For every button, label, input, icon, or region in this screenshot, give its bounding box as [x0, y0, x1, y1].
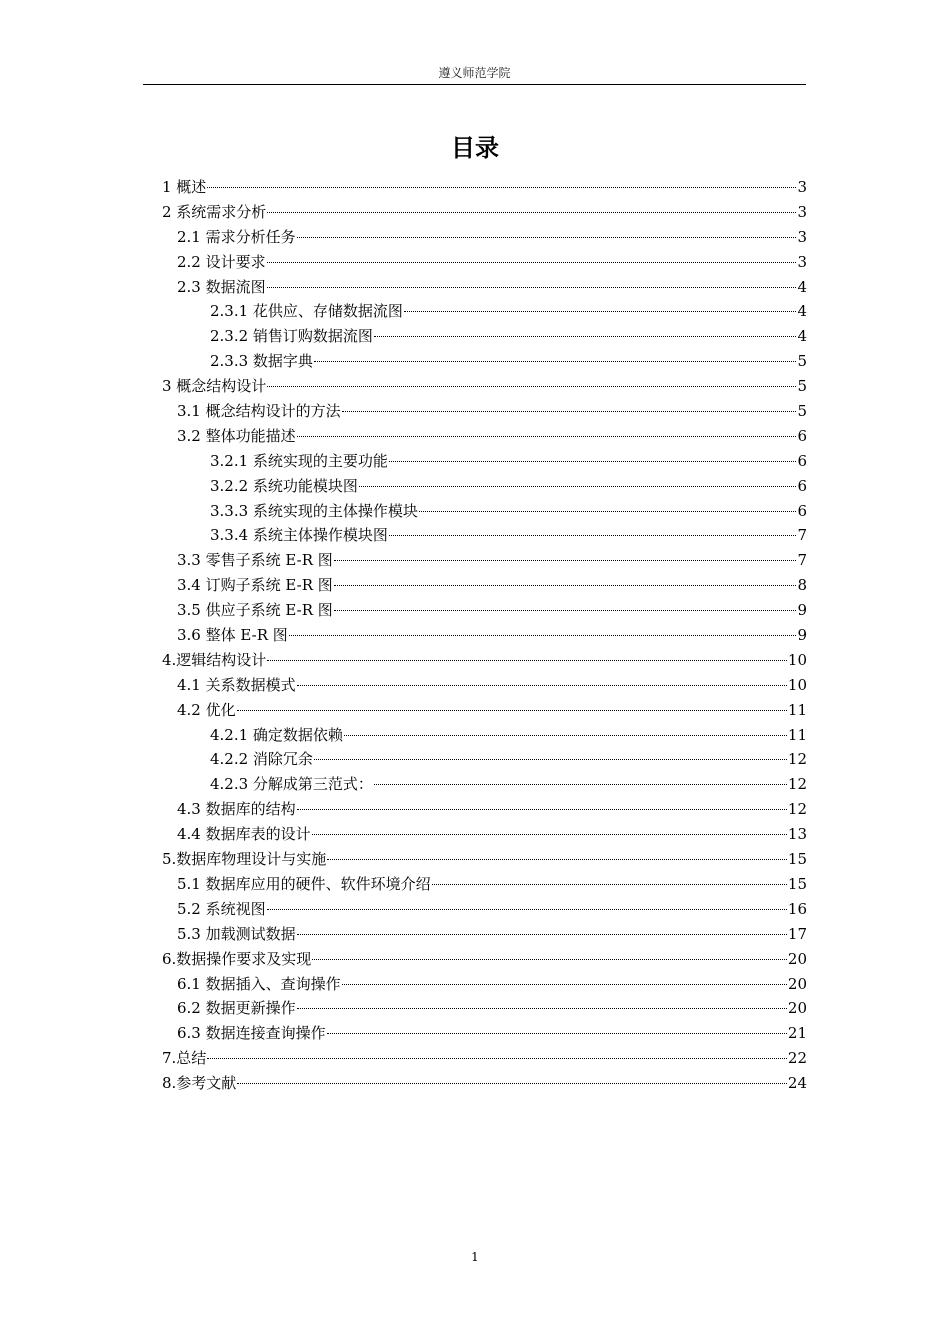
toc-entry[interactable] [162, 1046, 807, 1071]
toc-dot-leader [297, 934, 787, 935]
toc-entry-label: 5.1 数据库应用的硬件、软件环境介绍 [177, 874, 431, 893]
toc-entry-label: 3.3.4 系统主体操作模块图 [210, 526, 388, 545]
toc-entry[interactable] [162, 972, 807, 997]
toc-entry-page: 20 [787, 974, 807, 993]
toc-dot-leader [289, 635, 797, 636]
toc-entry[interactable] [162, 225, 807, 250]
toc-entry-page: 20 [787, 949, 807, 968]
toc-entry-page: 5 [797, 377, 807, 396]
toc-entry[interactable] [162, 374, 807, 399]
toc-entry-label: 4.4 数据库表的设计 [177, 825, 311, 844]
toc-entry-label: 3.3 零售子系统 E-R 图 [177, 551, 333, 570]
toc-entry-label: 1 概述 [162, 178, 207, 196]
toc-entry-page: 12 [787, 800, 807, 819]
toc-entry-label: 2.3 数据流图 [177, 277, 266, 296]
toc-dot-leader [334, 585, 797, 586]
toc-entry-label: 4.3 数据库的结构 [177, 800, 296, 819]
toc-entry-page: 17 [787, 924, 807, 943]
toc-entry-label: 4.2 优化 [177, 700, 236, 719]
toc-entry[interactable] [162, 474, 807, 499]
toc-entry-page: 4 [797, 302, 807, 321]
toc-dot-leader [334, 560, 797, 561]
toc-entry-page: 10 [787, 675, 807, 694]
toc-dot-leader [267, 262, 797, 263]
toc-entry-label: 3.1 概念结构设计的方法 [177, 402, 341, 421]
toc-dot-leader [267, 212, 796, 213]
toc-entry-page: 4 [797, 327, 807, 346]
toc-entry-label: 5.2 系统视图 [177, 899, 266, 918]
toc-entry-page: 15 [787, 850, 807, 869]
toc-entry[interactable] [162, 598, 807, 623]
toc-entry-page: 6 [797, 451, 807, 470]
toc-entry[interactable] [162, 623, 807, 648]
toc-entry-label: 5.3 加载测试数据 [177, 924, 296, 943]
toc-entry-label: 6.2 数据更新操作 [177, 999, 296, 1018]
toc-entry-label: 3.6 整体 E-R 图 [177, 626, 288, 645]
toc-entry-label: 2.1 需求分析任务 [177, 227, 296, 246]
toc-dot-leader [374, 336, 797, 337]
toc-entry[interactable] [162, 449, 807, 474]
toc-entry-page: 3 [797, 178, 807, 196]
toc-entry[interactable] [162, 200, 807, 225]
toc-entry-label: 2.3.3 数据字典 [210, 352, 313, 371]
toc-entry-page: 5 [797, 402, 807, 421]
toc-entry-label: 6.3 数据连接查询操作 [177, 1024, 326, 1043]
toc-entry-page: 9 [797, 626, 807, 645]
toc-entry-page: 12 [787, 775, 807, 794]
toc-entry[interactable] [162, 299, 807, 324]
toc-entry-page: 3 [797, 202, 807, 221]
toc-entry-page: 6 [797, 426, 807, 445]
toc-dot-leader [327, 1033, 787, 1034]
toc-entry-page: 6 [797, 501, 807, 520]
toc-entry[interactable] [162, 250, 807, 275]
toc-entry[interactable] [162, 947, 807, 972]
toc-entry[interactable] [162, 573, 807, 598]
table-of-contents [162, 175, 807, 1096]
toc-dot-leader [297, 436, 797, 437]
toc-entry[interactable] [162, 996, 807, 1021]
toc-entry[interactable] [162, 1071, 807, 1096]
toc-entry[interactable] [162, 324, 807, 349]
toc-entry-page: 8 [797, 576, 807, 595]
toc-entry-page: 24 [787, 1074, 807, 1093]
toc-entry-label: 6.1 数据插入、查询操作 [177, 974, 341, 993]
toc-entry-label: 4.2.3 分解成第三范式： [210, 775, 373, 794]
toc-entry-label: 6.数据操作要求及实现 [162, 949, 312, 968]
toc-dot-leader [342, 984, 787, 985]
toc-dot-leader [207, 1058, 787, 1059]
toc-entry-page: 21 [787, 1024, 807, 1043]
toc-dot-leader [404, 311, 797, 312]
toc-entry[interactable] [162, 424, 807, 449]
toc-entry-label: 7.总结 [162, 1049, 207, 1068]
toc-entry-page: 6 [797, 476, 807, 495]
toc-entry-label: 4.2.1 确定数据依赖 [210, 725, 343, 744]
toc-dot-leader [389, 535, 797, 536]
toc-entry-page: 9 [797, 601, 807, 620]
toc-entry[interactable] [162, 548, 807, 573]
toc-entry-label: 3.2.2 系统功能模块图 [210, 476, 358, 495]
toc-entry-label: 2.2 设计要求 [177, 252, 266, 271]
toc-entry-label: 4.2.2 消除冗余 [210, 750, 313, 769]
toc-entry[interactable] [162, 797, 807, 822]
toc-entry[interactable] [162, 922, 807, 947]
toc-entry-label: 3 概念结构设计 [162, 377, 267, 396]
toc-dot-leader [297, 809, 787, 810]
toc-dot-leader [267, 660, 787, 661]
toc-entry[interactable] [162, 275, 807, 300]
toc-entry-label: 3.4 订购子系统 E-R 图 [177, 576, 333, 595]
toc-entry[interactable] [162, 648, 807, 673]
toc-entry[interactable] [162, 523, 807, 548]
toc-dot-leader [314, 361, 797, 362]
header-school-name: 遵义师范学院 [438, 66, 511, 80]
toc-entry-page: 20 [787, 999, 807, 1018]
toc-dot-leader [314, 759, 787, 760]
toc-entry-label: 4.1 关系数据模式 [177, 675, 296, 694]
toc-dot-leader [312, 834, 787, 835]
toc-entry-page: 10 [787, 650, 807, 669]
page-header [143, 64, 806, 85]
toc-entry[interactable] [162, 847, 807, 872]
toc-entry-label: 2 系统需求分析 [162, 202, 267, 221]
toc-dot-leader [312, 959, 787, 960]
toc-dot-leader [334, 610, 797, 611]
toc-dot-leader [327, 859, 787, 860]
toc-entry-label: 3.2.1 系统实现的主要功能 [210, 451, 388, 470]
toc-entry[interactable] [162, 872, 807, 897]
toc-entry[interactable] [162, 399, 807, 424]
toc-dot-leader [237, 1083, 787, 1084]
page-footer [0, 1248, 950, 1266]
toc-entry[interactable] [162, 349, 807, 374]
toc-dot-leader [374, 784, 787, 785]
toc-entry-page: 22 [787, 1049, 807, 1068]
toc-dot-leader [297, 685, 787, 686]
toc-dot-leader [267, 909, 787, 910]
toc-entry[interactable] [162, 698, 807, 723]
toc-dot-leader [389, 461, 797, 462]
toc-entry[interactable] [162, 822, 807, 847]
toc-entry[interactable] [162, 673, 807, 698]
toc-dot-leader [297, 237, 797, 238]
toc-entry[interactable] [162, 723, 807, 748]
toc-entry-label: 3.5 供应子系统 E-R 图 [177, 601, 333, 620]
toc-dot-leader [237, 710, 787, 711]
footer-page-number: 1 [471, 1250, 479, 1264]
toc-dot-leader [359, 486, 797, 487]
toc-entry-page: 15 [787, 874, 807, 893]
toc-entry-page: 3 [797, 252, 807, 271]
toc-entry[interactable] [162, 747, 807, 772]
page-title: 目录 [451, 134, 499, 162]
toc-entry-label: 3.3.3 系统实现的主体操作模块 [210, 501, 418, 520]
toc-dot-leader [267, 287, 797, 288]
toc-entry-label: 2.3.1 花供应、存储数据流图 [210, 302, 403, 321]
toc-dot-leader [342, 411, 797, 412]
toc-dot-leader [207, 187, 796, 188]
toc-entry-page: 13 [787, 825, 807, 844]
toc-entry-label: 4.逻辑结构设计 [162, 650, 267, 669]
toc-entry-label: 3.2 整体功能描述 [177, 426, 296, 445]
toc-entry-page: 7 [797, 526, 807, 545]
toc-dot-leader [419, 511, 797, 512]
toc-entry-page: 12 [787, 750, 807, 769]
toc-dot-leader [297, 1008, 787, 1009]
toc-entry-page: 7 [797, 551, 807, 570]
toc-entry[interactable] [162, 499, 807, 524]
toc-entry-label: 8.参考文献 [162, 1074, 237, 1093]
toc-dot-leader [267, 386, 796, 387]
toc-dot-leader [432, 884, 787, 885]
toc-entry[interactable] [162, 175, 807, 200]
toc-entry[interactable] [162, 1021, 807, 1046]
toc-entry-label: 2.3.2 销售订购数据流图 [210, 327, 373, 346]
toc-entry-page: 11 [787, 700, 807, 719]
toc-entry-page: 16 [787, 899, 807, 918]
toc-entry[interactable] [162, 772, 807, 797]
toc-entry-page: 11 [787, 725, 807, 744]
toc-entry-page: 3 [797, 227, 807, 246]
toc-entry[interactable] [162, 897, 807, 922]
toc-entry-label: 5.数据库物理设计与实施 [162, 850, 327, 869]
toc-entry-page: 4 [797, 277, 807, 296]
toc-entry-page: 5 [797, 352, 807, 371]
toc-dot-leader [344, 735, 787, 736]
